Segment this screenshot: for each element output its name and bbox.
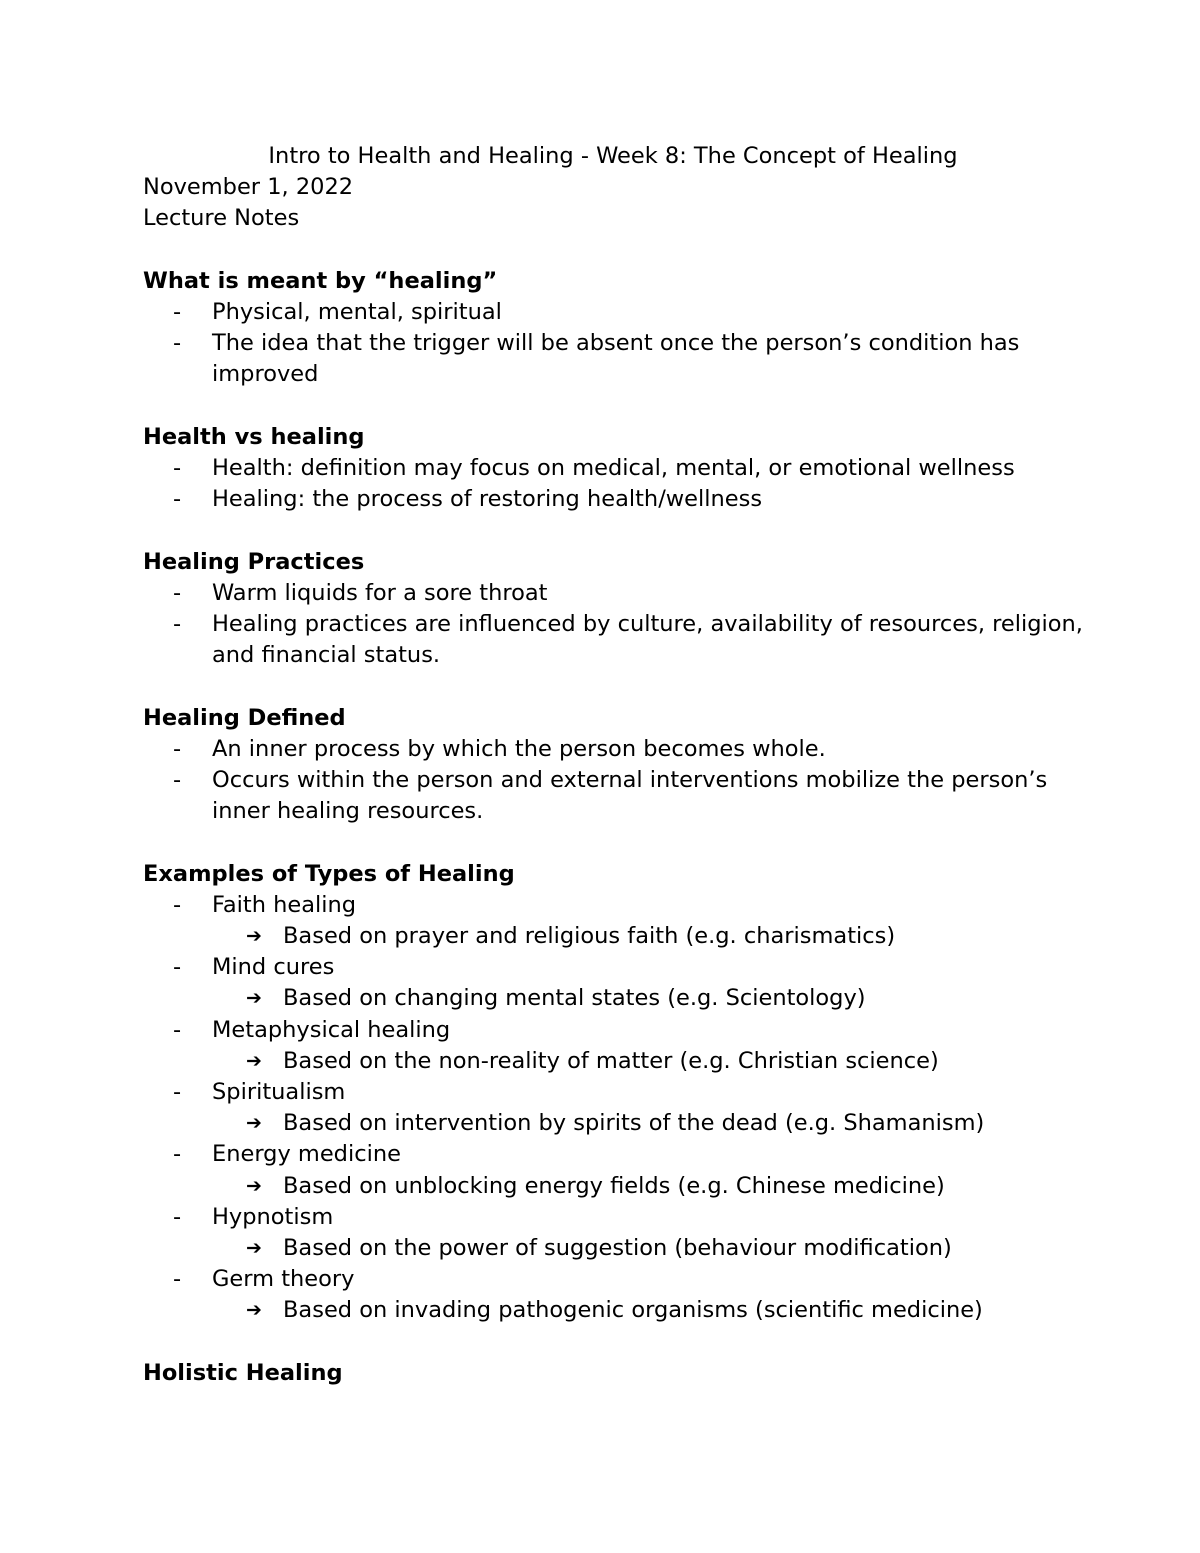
- dash-bullet-icon: -: [173, 330, 182, 357]
- healing-type-detail: [212, 983, 1083, 1014]
- healing-type-label: Faith healing: [212, 891, 357, 918]
- dash-bullet-icon: -: [173, 1266, 182, 1293]
- section-heading: Healing Practices: [143, 548, 365, 575]
- document-page: [143, 141, 1083, 1389]
- list-item: [143, 1077, 1083, 1139]
- dash-bullet-icon: -: [173, 579, 182, 606]
- dash-bullet-icon: -: [173, 891, 182, 918]
- dash-bullet-icon: -: [173, 954, 182, 981]
- list-item: [143, 1139, 1083, 1201]
- healing-type-detail: [212, 921, 1083, 952]
- list-item: [143, 765, 1083, 827]
- arrow-right-icon: ➔: [246, 987, 262, 1010]
- section-heading: Examples of Types of Healing: [143, 860, 515, 887]
- healing-type-detail-text: Based on invading pathogenic organisms (scientific medicine): [283, 1297, 983, 1324]
- arrow-right-icon: ➔: [246, 1112, 262, 1135]
- healing-type-detail: [212, 1108, 1083, 1139]
- healing-type-label: Germ theory: [212, 1266, 355, 1293]
- healing-type-detail: [212, 1046, 1083, 1077]
- section-health-vs-healing: [143, 422, 1083, 516]
- list-item-text: Healing practices are influenced by culture, availability of resources, religion, and financial status.: [212, 611, 1083, 669]
- dash-bullet-icon: -: [173, 1141, 182, 1168]
- dash-bullet-icon: -: [173, 1079, 182, 1106]
- healing-type-label: Mind cures: [212, 954, 335, 981]
- arrow-right-icon: ➔: [246, 1237, 262, 1260]
- list-item: [143, 453, 1083, 484]
- list-item-text: Health: definition may focus on medical, mental, or emotional wellness: [212, 455, 1015, 481]
- list-item: [143, 734, 1083, 765]
- healing-type-detail-text: Based on the non-reality of matter (e.g. Christian science): [283, 1047, 939, 1074]
- section-heading: Health vs healing: [143, 423, 365, 450]
- healing-type-label: Energy medicine: [212, 1141, 401, 1168]
- section-heading: Healing Defined: [143, 704, 346, 731]
- list-item: [143, 1264, 1083, 1326]
- healing-type-label: Spiritualism: [212, 1079, 346, 1106]
- list-item: [143, 952, 1083, 1014]
- healing-type-detail-text: Based on changing mental states (e.g. Scientology): [283, 985, 866, 1012]
- section-meaning: [143, 266, 1083, 391]
- arrow-right-icon: ➔: [246, 1299, 262, 1322]
- dash-bullet-icon: -: [173, 486, 182, 513]
- section-types-of-healing: [143, 859, 1083, 1327]
- arrow-right-icon: ➔: [246, 925, 262, 947]
- section-healing-practices: [143, 547, 1083, 672]
- document-subtitle: Lecture Notes: [143, 205, 300, 232]
- list-item: [143, 609, 1083, 671]
- bullet-list: [143, 890, 1083, 1327]
- list-item-text: Physical, mental, spiritual: [212, 299, 502, 325]
- list-item-text: Warm liquids for a sore throat: [212, 579, 548, 606]
- list-item-text: An inner process by which the person becomes whole.: [212, 735, 826, 762]
- bullet-list: [143, 453, 1083, 515]
- dash-bullet-icon: -: [173, 1203, 182, 1230]
- list-item-text: The idea that the trigger will be absent once the person’s condition has improved: [212, 330, 1020, 388]
- list-item: [143, 1015, 1083, 1077]
- bullet-list: [143, 734, 1083, 828]
- document-title: Intro to Health and Healing - Week 8: The Concept of Healing: [268, 143, 958, 169]
- healing-type-detail-text: Based on intervention by spirits of the dead (e.g. Shamanism): [283, 1110, 985, 1137]
- list-item: [143, 328, 1083, 390]
- dash-bullet-icon: -: [173, 611, 182, 637]
- dash-bullet-icon: -: [173, 1016, 182, 1043]
- healing-type-label: Hypnotism: [212, 1203, 334, 1230]
- list-item-text: Occurs within the person and external interventions mobilize the person’s inner healing resources.: [212, 767, 1048, 825]
- healing-type-detail-text: Based on the power of suggestion (behaviour modification): [283, 1235, 952, 1262]
- arrow-right-icon: ➔: [246, 1174, 262, 1197]
- dash-bullet-icon: -: [173, 299, 182, 325]
- list-item-text: Healing: the process of restoring health/wellness: [212, 486, 763, 513]
- section-heading: What is meant by “healing”: [143, 267, 498, 294]
- dash-bullet-icon: -: [173, 767, 182, 793]
- list-item: [143, 297, 1083, 328]
- healing-type-detail-text: Based on prayer and religious faith (e.g. charismatics): [283, 923, 896, 949]
- list-item: [143, 578, 1083, 609]
- arrow-right-icon: ➔: [246, 1049, 262, 1072]
- list-item: [143, 484, 1083, 515]
- section-holistic-healing: [143, 1358, 1083, 1389]
- bullet-list: [143, 297, 1083, 391]
- list-item: [143, 1202, 1083, 1264]
- section-healing-defined: [143, 703, 1083, 828]
- healing-type-label: Metaphysical healing: [212, 1016, 451, 1043]
- document-date: November 1, 2022: [143, 174, 354, 201]
- dash-bullet-icon: -: [173, 455, 182, 481]
- healing-type-detail: [212, 1233, 1083, 1264]
- bullet-list: [143, 578, 1083, 672]
- dash-bullet-icon: -: [173, 735, 182, 762]
- healing-type-detail: [212, 1295, 1083, 1326]
- section-heading: Holistic Healing: [143, 1359, 343, 1386]
- list-item: [143, 890, 1083, 952]
- healing-type-detail: [212, 1171, 1083, 1202]
- healing-type-detail-text: Based on unblocking energy fields (e.g. Chinese medicine): [283, 1172, 945, 1199]
